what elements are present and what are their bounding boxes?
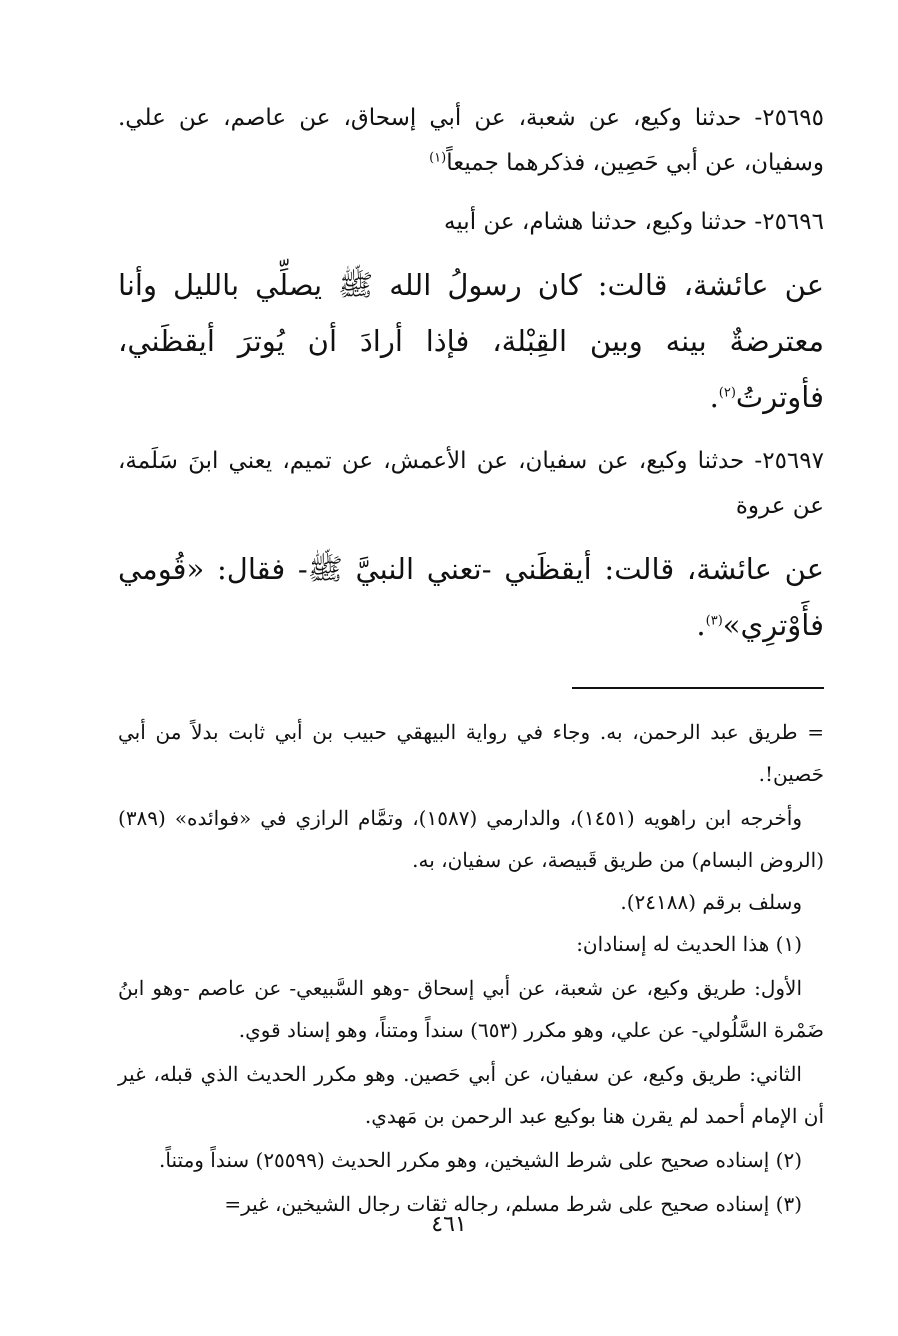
- footnote-salaf: وسلف برقم (٢٤١٨٨).: [620, 890, 802, 914]
- hadith-25697-matn: [118, 541, 824, 653]
- footnote-separator: [572, 687, 824, 689]
- footnote-ref-2[interactable]: (٢): [718, 385, 736, 401]
- hadith-25696-isnad: ٢٥٦٩٦- حدثنا وكيع، حدثنا هشام، عن أبيه: [444, 209, 824, 235]
- hadith-25696-matn-text: عن عائشة، قالت: كان رسولُ الله ﷺ يصلِّي بالليل وأنا معترضةٌ بينه وبين القِبْلة، فإذا أرادَ أن يُوترَ أيقظَني، فأوترتُ: [118, 268, 824, 414]
- hadith-25696-end: .: [709, 380, 719, 414]
- footnote-2: (٢) إسناده صحيح على شرط الشيخين، وهو مكرر الحديث (٢٥٥٩٩) سنداً ومتناً.: [159, 1148, 802, 1172]
- footnote-1-intro: (١) هذا الحديث له إسنادان:: [576, 932, 802, 956]
- footnote-1-second-isnad: الثاني: طريق وكيع، عن سفيان، عن أبي حَصين. وهو مكرر الحديث الذي قبله، غير أن الإمام أحمد لم يقرن هنا بوكيع عبد الرحمن بن مَهدي.: [118, 1062, 824, 1128]
- hadith-25696-matn: [118, 257, 824, 425]
- hadith-25697-isnad: ٢٥٦٩٧- حدثنا وكيع، عن سفيان، عن الأعمش، عن تميم، يعني ابنَ سَلَمة، عن عروة: [118, 448, 824, 519]
- hadith-25697-matn-text: عن عائشة، قالت: أيقظَني -تعني النبيَّ ﷺ- فقال: «قُومي فأَوْترِي»: [118, 552, 824, 642]
- hadith-25695: [118, 96, 824, 186]
- footnote-ref-1[interactable]: (١): [429, 150, 447, 166]
- footnote-ref-3[interactable]: (٣): [705, 613, 723, 629]
- footnote-3: (٣) إسناده صحيح على شرط مسلم، رجاله ثقات رجال الشيخين، غير=: [224, 1192, 802, 1216]
- footnote-takhrij: وأخرجه ابن راهويه (١٤٥١)، والدارمي (١٥٨٧)، وتمَّام الرازي في «فوائده» (٣٨٩) (الروض البسام) من طريق قَبيصة، عن سفيان، به.: [118, 806, 824, 872]
- hadith-25697-end: .: [696, 608, 706, 642]
- footnote-carryover: = طريق عبد الرحمن، به. وجاء في رواية البيهقي حبيب بن أبي ثابت بدلاً من أبي حَصين!.: [118, 720, 824, 786]
- hadith-25695-text: ٢٥٦٩٥- حدثنا وكيع، عن شعبة، عن أبي إسحاق، عن عاصم، عن علي. وسفيان، عن أبي حَصِين، فذكرهما جميعاً: [118, 105, 824, 176]
- page-number: ٤٦١: [431, 1212, 467, 1237]
- footnote-1-first-isnad: الأول: طريق وكيع، عن شعبة، عن أبي إسحاق -وهو السَّبيعي- عن عاصم -وهو ابنُ ضَمْرة السَّلُولي- عن علي، وهو مكرر (٦٥٣) سنداً ومتناً، وهو إسناد قوي.: [118, 976, 824, 1042]
